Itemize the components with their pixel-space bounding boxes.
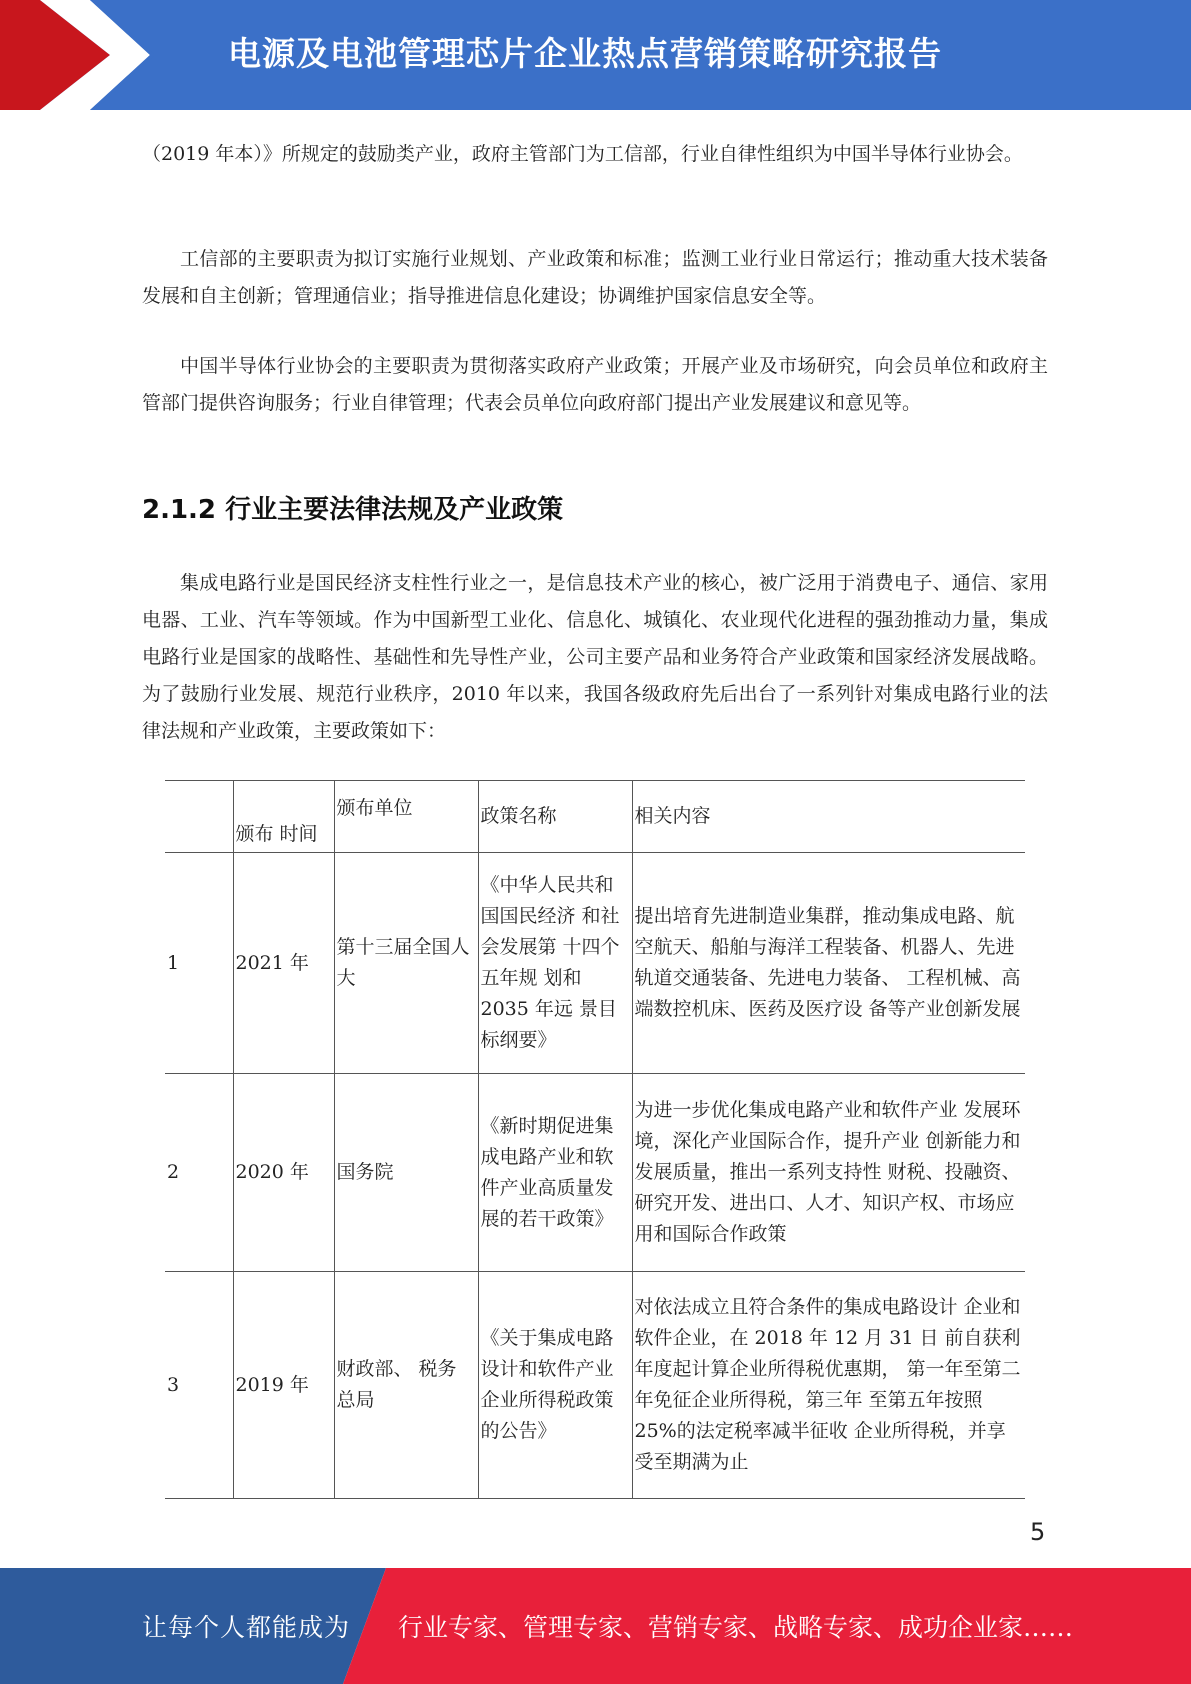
cell-index: 1 xyxy=(165,853,233,1074)
header-content: 相关内容 xyxy=(632,781,1025,853)
cell-index: 2 xyxy=(165,1074,233,1272)
cell-date: 2020 年 xyxy=(233,1074,334,1272)
header-issuer: 颁布单位 xyxy=(334,781,478,853)
paragraph-continuation: （2019 年本）》所规定的鼓励类产业，政府主管部门为工信部，行业自律性组织为中国半导体行业协会。 xyxy=(142,143,1023,165)
cell-content: 对依法成立且符合条件的集成电路设计 企业和软件企业，在 2018 年 12 月 31 日 前自获利年度起计算企业所得税优惠期， 第一年至第二年免征企业所得税，第三年 至第五年按照 25%的法定税率减半征收 企业所得税，并享受至期满为止 xyxy=(632,1272,1025,1499)
table-row xyxy=(165,853,1025,1074)
paragraph-csia-duties: 中国半导体行业协会的主要职责为贯彻落实政府产业政策；开展产业及市场研究，向会员单位和政府主管部门提供咨询服务；行业自律管理；代表会员单位向政府部门提出产业发展建议和意见等。 xyxy=(142,355,1048,414)
cell-issuer: 第十三届全国人大 xyxy=(334,853,478,1074)
table-row xyxy=(165,1074,1025,1272)
cell-index: 3 xyxy=(165,1272,233,1499)
table-row xyxy=(165,1272,1025,1499)
footer-slogan-right: 行业专家、管理专家、营销专家、战略专家、成功企业家…… xyxy=(398,1613,1074,1642)
header-policy: 政策名称 xyxy=(478,781,632,853)
cell-content: 提出培育先进制造业集群，推动集成电路、航空航天、船舶与海洋工程装备、机器人、先进轨道交通装备、先进电力装备、 工程机械、高端数控机床、医药及医疗设 备等产业创新发展 xyxy=(632,853,1025,1074)
cell-issuer: 财政部、 税务总局 xyxy=(334,1272,478,1499)
policy-table xyxy=(165,780,1025,1499)
header-date: 颁布 时间 xyxy=(233,781,334,853)
cell-policy: 《中华人民共和国国民经济 和社会发展第 十四个五年规 划和 2035 年远 景目标纲要》 xyxy=(478,853,632,1074)
paragraph-miit-duties: 工信部的主要职责为拟订实施行业规划、产业政策和标准；监测工业行业日常运行；推动重大技术装备发展和自主创新；管理通信业；指导推进信息化建设；协调维护国家信息安全等。 xyxy=(142,248,1048,307)
footer-slogan-left: 让每个人都能成为 xyxy=(142,1613,351,1642)
cell-issuer: 国务院 xyxy=(334,1074,478,1272)
section-heading: 2.1.2 行业主要法律法规及产业政策 xyxy=(142,495,564,525)
cell-content: 为进一步优化集成电路产业和软件产业 发展环境，深化产业国际合作，提升产业 创新能力和发展质量，推出一系列支持性 财税、投融资、研究开发、进出口、人才、知识产权、市场应用和国际合作政策 xyxy=(632,1074,1025,1272)
report-title: 电源及电池管理芯片企业热点营销策略研究报告 xyxy=(228,34,942,73)
page-number: 5 xyxy=(1030,1518,1046,1546)
cell-date: 2019 年 xyxy=(233,1272,334,1499)
header-banner xyxy=(0,0,1191,110)
footer-banner xyxy=(0,1568,1191,1684)
table-header-row xyxy=(165,781,1025,853)
header-index xyxy=(165,781,233,853)
paragraph-ic-industry-intro: 集成电路行业是国民经济支柱性行业之一，是信息技术产业的核心，被广泛用于消费电子、通信、家用电器、工业、汽车等领域。作为中国新型工业化、信息化、城镇化、农业现代化进程的强劲推动力量，集成电路行业是国家的战略性、基础性和先导性产业，公司主要产品和业务符合产业政策和国家经济发展战略。为了鼓励行业发展、规范行业秩序，2010 年以来，我国各级政府先后出台了一系列针对集成电路行业的法律法规和产业政策，主要政策如下： xyxy=(142,572,1048,742)
cell-policy: 《关于集成电路设计和软件产业企业所得税政策的公告》 xyxy=(478,1272,632,1499)
cell-date: 2021 年 xyxy=(233,853,334,1074)
cell-policy: 《新时期促进集成电路产业和软件产业高质量发展的若干政策》 xyxy=(478,1074,632,1272)
